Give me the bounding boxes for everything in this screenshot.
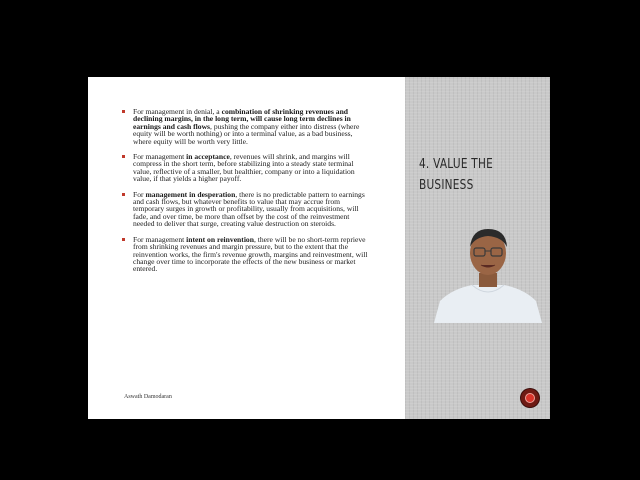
- record-button-icon: [525, 393, 535, 403]
- bullet-text-post: , revenues will shrink, and margins will compress in the short term, before stabilizing into a steady state terminal value, reflective of a smaller, but healthier, company or into a liquidation value, if that yields a higher payoff.: [133, 152, 355, 184]
- speaker-figure-icon: [430, 223, 546, 323]
- bullet-list: [122, 108, 372, 281]
- bullet-text-pre: For: [133, 189, 146, 199]
- bullet-text-bold: intent on reinvention: [186, 234, 254, 244]
- record-button[interactable]: [521, 389, 539, 407]
- bullet-marker-icon: [122, 155, 125, 158]
- slide-title-line1: 4. VALUE THE: [419, 156, 493, 172]
- speaker-video-thumbnail: [430, 223, 546, 323]
- presentation-slide: [88, 77, 550, 419]
- bullet-text-pre: For management in denial, a: [133, 107, 222, 116]
- bullet-item-acceptance: [122, 153, 372, 183]
- bullet-item-reinvention: [122, 236, 372, 273]
- bullet-text-pre: For management: [133, 152, 187, 162]
- bullet-marker-icon: [122, 238, 125, 241]
- slide-title-line2: BUSINESS: [419, 177, 474, 193]
- bullet-text-post: , pushing the company either into distress (where equity will be worth nothing) or into a terminal value, as a bad business, where equity will be worth very little.: [133, 121, 360, 146]
- slide-title: [419, 154, 517, 196]
- bullet-item-desperation: [122, 191, 372, 228]
- bullet-marker-icon: [122, 193, 125, 196]
- bullet-text-post: , there is no predictable pattern to earnings and cash flows, but whatever benefits to value that may accrue from temporary surges in growth or profitability, usually from acquisitions, will fade, and over time, be more than offset by the cost of the reinvestment needed to deliver that surge, creating value destruction on steroids.: [133, 189, 365, 229]
- bullet-text-bold: in acceptance: [186, 152, 230, 162]
- slide-content-panel: [88, 77, 405, 419]
- bullet-text-bold: management in desperation: [145, 189, 236, 199]
- bullet-text-pre: For management: [133, 234, 187, 244]
- bullet-marker-icon: [122, 110, 125, 113]
- bullet-item-denial: [122, 108, 372, 145]
- bullet-text-post: , there will be no short-term reprieve from shrinking revenues and margin pressure, but to the extent that the reinvention works, the firm's revenue growth, margins and reinvestment, will change over time to incorporate the effects of the new business or market entered.: [133, 234, 368, 274]
- author-footer: Aswath Damodaran: [124, 394, 172, 400]
- bullet-text-bold: combination of shrinking revenues and declining margins, in the long term, will cause long term declines in earnings and cash flows: [133, 107, 351, 131]
